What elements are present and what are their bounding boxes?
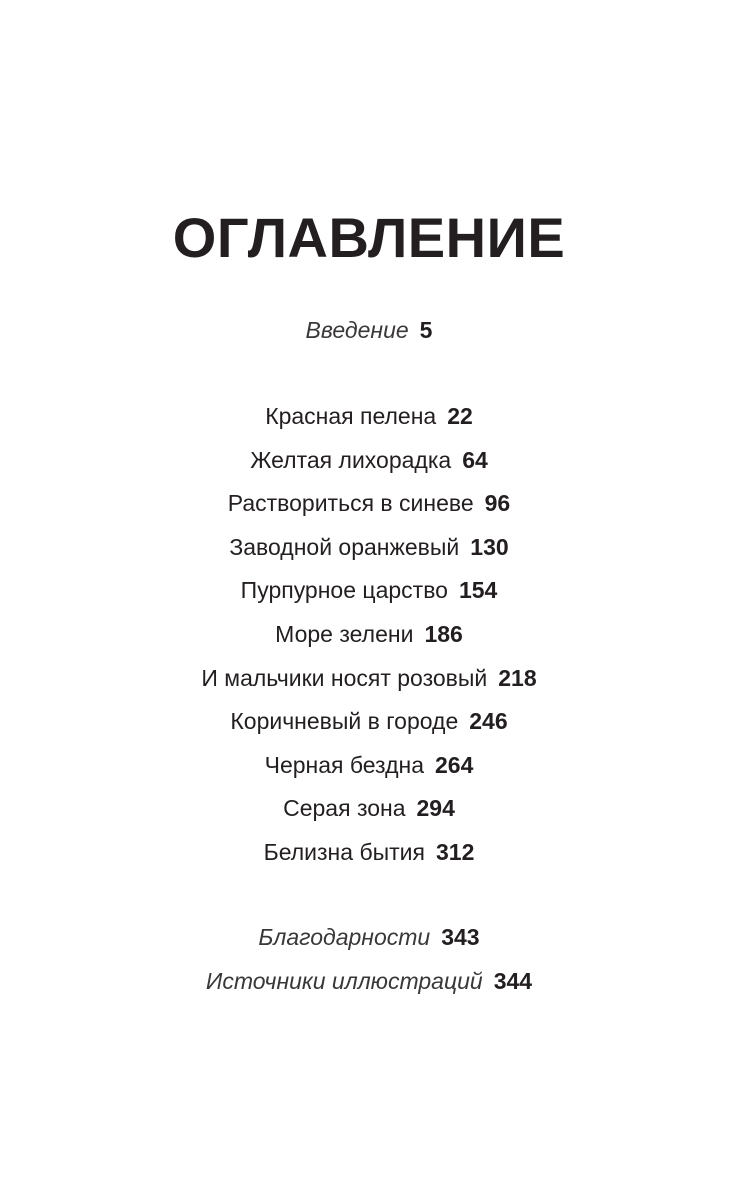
toc-entry-page-number: 5	[419, 317, 433, 343]
toc-entry-page-number: 344	[493, 967, 533, 994]
toc-entry-chapter-4[interactable]	[0, 526, 738, 570]
toc-entry-label: Введение	[305, 317, 409, 343]
toc-entry-label: Красная пелена	[265, 403, 437, 429]
toc-entry-label: Коричневый в городе	[230, 708, 459, 735]
toc-entry-chapter-7[interactable]	[0, 657, 738, 701]
toc-entry-label: Белизна бытия	[263, 838, 425, 865]
toc-entry-introduction[interactable]	[0, 309, 738, 353]
toc-entry-label: Благодарности	[258, 924, 431, 950]
toc-entry-chapter-1[interactable]	[0, 395, 738, 439]
toc-entry-chapter-9[interactable]	[0, 744, 738, 788]
toc-entry-label: И мальчики носят розовый	[201, 664, 488, 691]
toc-entry-page-number: 130	[470, 533, 509, 560]
toc-entry-chapter-10[interactable]	[0, 787, 738, 831]
toc-entry-page-number: 294	[416, 795, 455, 822]
toc-entry-page-number: 343	[441, 924, 480, 950]
toc-entry-label: Желтая лихорадка	[250, 446, 452, 473]
toc-entry-chapter-8[interactable]	[0, 700, 738, 744]
toc-entry-label: Раствориться в синеве	[227, 490, 474, 517]
toc-entry-chapter-2[interactable]	[0, 439, 738, 483]
toc-entry-page-number: 22	[447, 403, 473, 429]
toc-entry-label: Пурпурное царство	[240, 577, 448, 604]
toc-entry-chapter-3[interactable]	[0, 482, 738, 526]
toc-entry-page-number: 312	[435, 838, 475, 865]
toc-intro-section	[0, 309, 738, 353]
toc-entry-chapter-5[interactable]	[0, 569, 738, 613]
toc-entry-page-number: 154	[458, 577, 498, 604]
toc-entry-label: Море зелени	[275, 620, 414, 647]
toc-entry-acknowledgements[interactable]	[0, 916, 738, 960]
toc-entry-page-number: 218	[498, 664, 537, 691]
toc-entry-label: Черная бездна	[264, 751, 425, 778]
toc-entry-label: Серая зона	[283, 795, 406, 822]
toc-entry-page-number: 246	[469, 708, 508, 735]
toc-back-matter-section	[0, 916, 738, 1003]
toc-entry-page-number: 96	[484, 490, 511, 517]
page-title: ОГЛАВЛЕНИЕ	[172, 205, 566, 269]
toc-entry-chapter-11[interactable]	[0, 831, 738, 875]
toc-chapters-section	[0, 395, 738, 875]
toc-entry-page-number: 186	[424, 620, 463, 647]
toc-entry-illustration-sources[interactable]	[0, 960, 738, 1004]
toc-entry-page-number: 264	[435, 751, 474, 778]
toc-entry-label: Заводной оранжевый	[229, 533, 460, 560]
toc-entry-label: Источники иллюстраций	[205, 967, 483, 994]
toc-entry-page-number: 64	[462, 446, 488, 473]
toc-entry-chapter-6[interactable]	[0, 613, 738, 657]
